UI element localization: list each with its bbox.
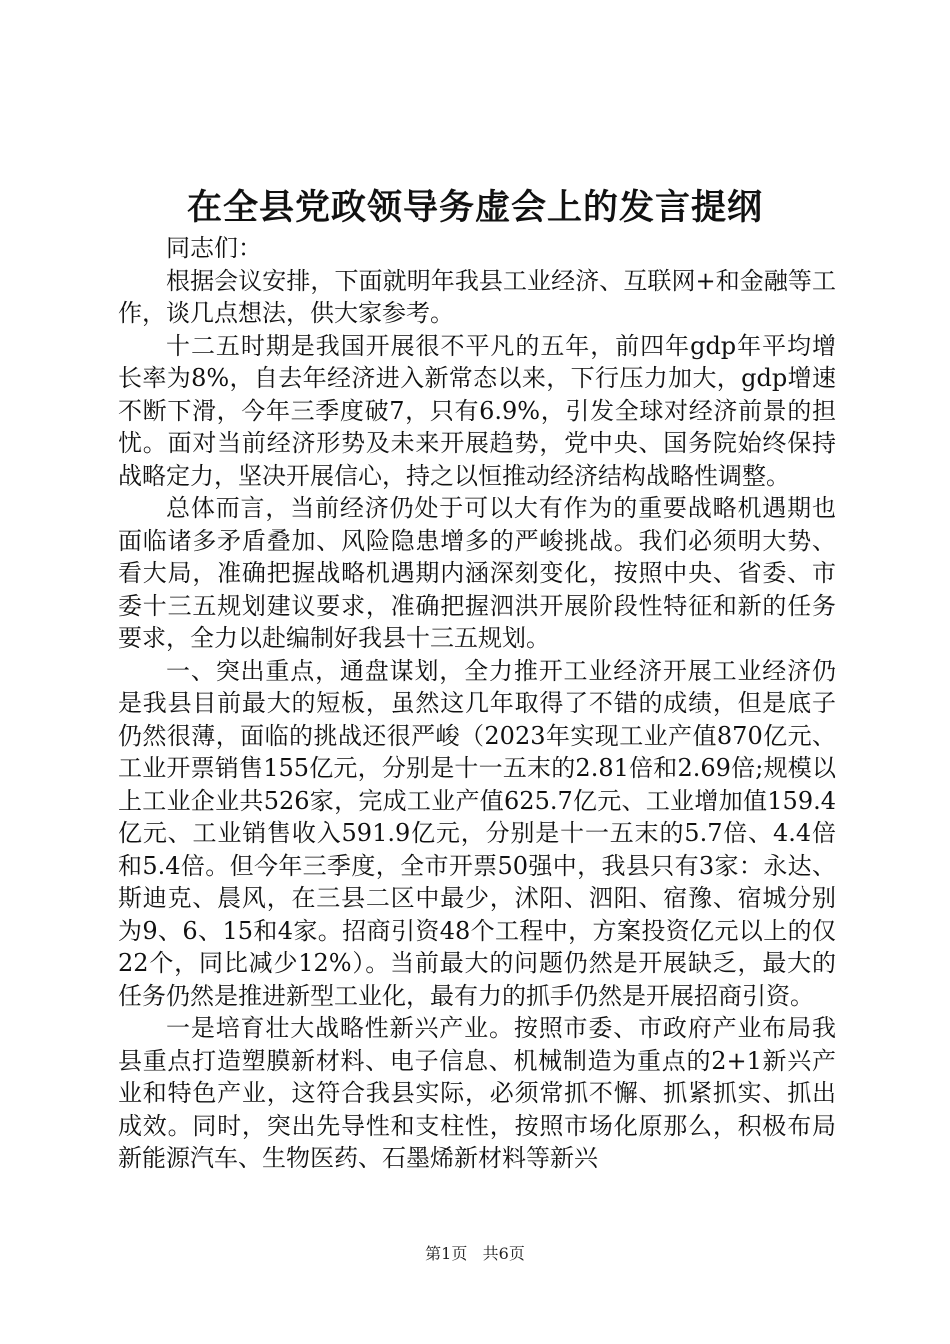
page-total: 共6页 (482, 1244, 525, 1263)
paragraph-intro: 根据会议安排，下面就明年我县工业经济、互联网+和金融等工作，谈几点想法，供大家参考。 (118, 266, 836, 327)
page-footer (0, 1243, 950, 1265)
paragraph-strategic-opportunity: 总体而言，当前经济仍处于可以大有作为的重要战略机遇期也面临诸多矛盾叠加、风险隐患增多的严峻挑战。我们必须明大势、看大局，准确把握战略机遇期内涵深刻变化，按照中央、省委、市委十三五规划建议要求，准确把握泗洪开展阶段性特征和新的任务要求，全力以赴编制好我县十三五规划。 (118, 494, 836, 652)
document-title: 在全县党政领导务虚会上的发言提纲 (186, 187, 763, 228)
paragraph-economy-overview: 十二五时期是我国开展很不平凡的五年，前四年gdp年平均增长率为8%，自去年经济进入新常态以来，下行压力加大，gdp增速不断下滑，今年三季度破7，只有6.9%，引发全球对经济前景的担忧。面对当前经济形势及未来开展趋势，党中央、国务院始终保持战略定力，坚决开展信心，持之以恒推动经济结构战略性调整。 (118, 331, 836, 490)
page-number: 第1页 (425, 1244, 468, 1263)
paragraph-section-one: 一、突出重点，通盘谋划，全力推开工业经济开展工业经济仍是我县目前最大的短板，虽然这几年取得了不错的成绩，但是底子仍然很薄，面临的挑战还很严峻（2023年实现工业产值870亿元、工业开票销售155亿元，分别是十一五末的2.81倍和2.69倍;规模以上工业企业共526家，完成工业产值625.7亿元、工业增加值159.4亿元、工业销售收入591.9亿元，分别是十一五末的5.7倍、4.4倍和5.4倍。但今年三季度，全市开票50强中，我县只有3家：永达、斯迪克、晨风，在三县二区中最少，沭阳、泗阳、宿豫、宿城分别为9、6、15和4家。招商引资48个工程中，方案投资亿元以上的仅22个，同比减少12%）。当前最大的问题仍然是开展缺乏，最大的任务仍然是推进新型工业化，最有力的抓手仍然是开展招商引资。 (118, 656, 836, 1010)
paragraph-emerging-industries: 一是培育壮大战略性新兴产业。按照市委、市政府产业布局我县重点打造塑膜新材料、电子信息、机械制造为重点的2+1新兴产业和特色产业，这符合我县实际，必须常抓不懈、抓紧抓实、抓出成效。同时，突出先导性和支柱性，按照市场化原那么，积极布局新能源汽车、生物医药、石墨烯新材料等新兴 (118, 1014, 836, 1172)
paragraph-salutation: 同志们： (166, 234, 262, 262)
page-separator (472, 1244, 477, 1263)
document-body (118, 232, 836, 1175)
